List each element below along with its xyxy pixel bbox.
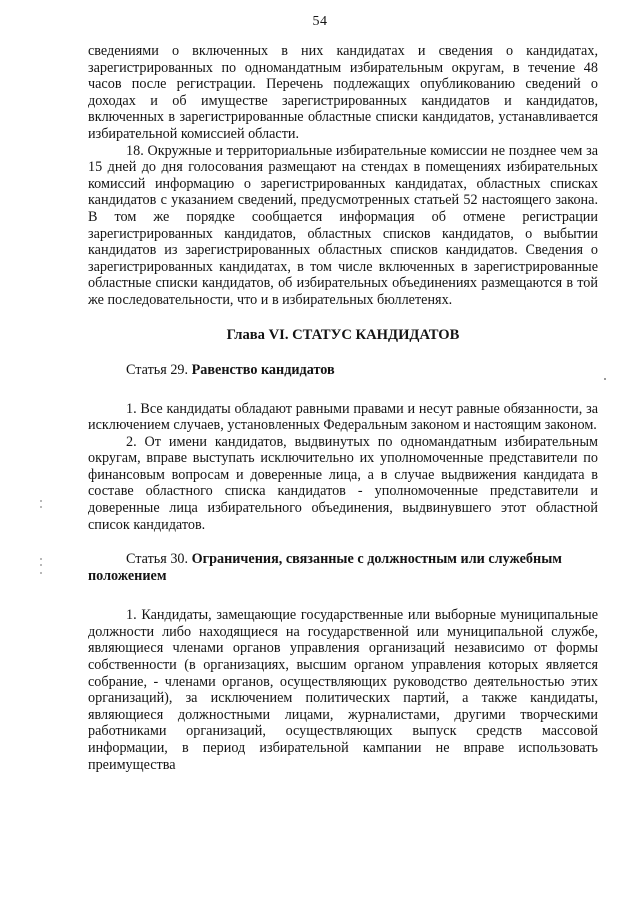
article-29-number: Статья 29. [126, 361, 189, 378]
article-29-heading [88, 362, 598, 379]
scan-speck [604, 378, 606, 380]
article-30-paragraph-1: 1. Кандидаты, замещающие государственные или выборные муниципальные должности либо находящиеся на государственной или муниципальной службе, являющиеся членами органов управления организаций независимо от формы собственности (в организациях, высшим органом управления которых является собрание, - членами органов, осуществляющих руководство деятельностью этих организаций), за исключением политических партий, а также кандидаты, являющиеся должностными лицами, журналистами, другими творческими работниками организаций, осуществляющих выпуск средств массовой информации, в период избирательной кампании не вправе использовать преимущества [88, 607, 598, 773]
chapter-heading: Глава VI. СТАТУС КАНДИДАТОВ [226, 326, 460, 343]
article-29-paragraph-2: 2. От имени кандидатов, выдвинутых по одномандатным избирательным округам, вправе выступать исключительно их уполномоченные представители по финансовым вопросам и доверенные лица, а в случае выдвижения кандидата в составе областного списка кандидатов - уполномоченные представители и доверенные лица избирательного объединения, выдвинувшего этот областной список кандидатов. [88, 433, 598, 533]
article-30-title: Ограничения, связанные с должностным или служебным положением [88, 551, 562, 585]
article-29-paragraph-1: 1. Все кандидаты обладают равными правами и несут равные обязанности, за исключением случаев, установленных Федеральным законом и настоящим законом. [88, 400, 598, 434]
document-body [88, 43, 598, 773]
article-29-title: Равенство кандидатов [191, 361, 335, 378]
paragraph-continuation: сведениями о включенных в них кандидатах и сведения о кандидатах, зарегистрированных по одномандатным избирательным округам, в течение 48 часов после регистрации. Перечень подлежащих опубликованию сведений о доходах и об имуществе зарегистрированных кандидатов и кандидатов, включенных в зарегистрированные областные списки кандидатов, устанавливается избирательной комиссией области. [88, 43, 598, 142]
paragraph-item-18: 18. Окружные и территориальные избирательные комиссии не позднее чем за 15 дней до дня голосования размещают на стендах в помещениях избирательных комиссий информацию о зарегистрированных кандидатах, областных списках кандидатов с указанием сведений, предусмотренных статьей 52 настоящего закона. В том же порядке сообщается информация об отмене регистрации зарегистрированных кандидатов, областных списков кандидатов, о выбытии кандидатов из зарегистрированных областных списков кандидатов. Сведения о зарегистрированных кандидатах, в том числе включенных в зарегистрированные областные списки кандидатов, об избирательных объединениях размещаются в той же последовательности, что и в избирательных бюллетенях. [88, 142, 598, 308]
scan-margin-marks [40, 500, 46, 590]
article-30-number: Статья 30. [126, 551, 189, 568]
article-30-heading [88, 551, 598, 585]
page-number: 54 [312, 14, 328, 29]
